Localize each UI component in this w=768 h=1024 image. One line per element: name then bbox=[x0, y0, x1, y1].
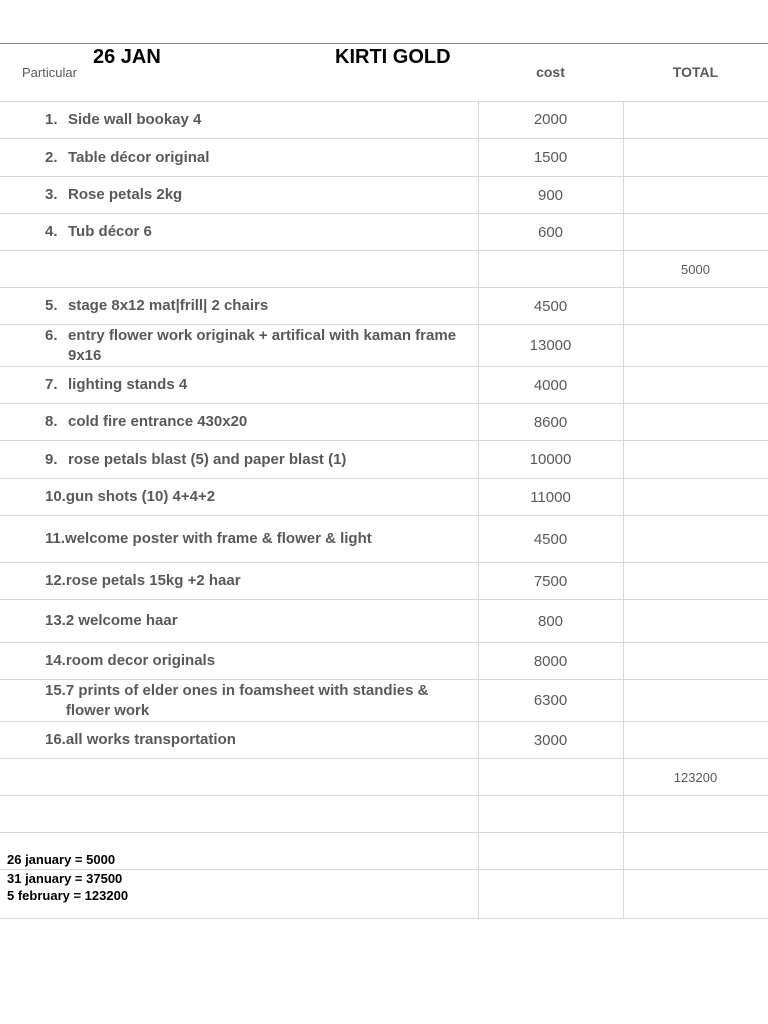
subtotal-value: 5000 bbox=[681, 261, 710, 277]
table-row[interactable] bbox=[0, 643, 768, 680]
item-description: 13. 2 welcome haar bbox=[45, 612, 178, 629]
table-row[interactable] bbox=[0, 680, 768, 722]
table-row[interactable] bbox=[0, 214, 768, 251]
item-description: 10. gun shots (10) 4+4+2 bbox=[45, 488, 216, 505]
payment-note: 5 february = 123200 bbox=[7, 888, 129, 903]
subtotal-row[interactable] bbox=[0, 759, 768, 796]
table-row[interactable] bbox=[0, 516, 768, 563]
item-cost: 3000 bbox=[533, 731, 568, 749]
column-header-particular: Particular bbox=[22, 65, 77, 80]
item-description: 1. Side wall bookay 4 bbox=[45, 110, 202, 128]
item-description: 15. 7 prints of elder ones in foamsheet with standies & flower work bbox=[45, 682, 429, 719]
item-description: 16. all works transportation bbox=[45, 731, 236, 748]
item-cost: 8600 bbox=[533, 413, 568, 431]
payment-note: 26 january = 5000 bbox=[7, 852, 116, 867]
item-description: 8. cold fire entrance 430x20 bbox=[45, 413, 248, 430]
table-row[interactable] bbox=[0, 563, 768, 600]
item-description: 12. rose petals 15kg +2 haar bbox=[45, 572, 241, 589]
table-row[interactable] bbox=[0, 177, 768, 214]
table-row[interactable] bbox=[0, 288, 768, 325]
item-description: 6. entry flower work originak + artifical with kaman frame 9x16 bbox=[45, 327, 457, 364]
item-cost: 7500 bbox=[533, 572, 568, 590]
item-cost: 2000 bbox=[533, 111, 568, 128]
item-cost: 800 bbox=[537, 612, 564, 630]
grand-total-value: 123200 bbox=[673, 769, 718, 785]
item-description: 11. welcome poster with frame & flower & light bbox=[45, 530, 372, 547]
client-name: KIRTI GOLD bbox=[335, 46, 451, 68]
item-description: 7. lighting stands 4 bbox=[45, 376, 188, 393]
item-cost: 6300 bbox=[533, 692, 568, 709]
table-row[interactable] bbox=[0, 722, 768, 759]
column-header-cost: cost bbox=[536, 64, 565, 80]
item-cost: 13000 bbox=[529, 337, 572, 354]
item-description: 9. rose petals blast (5) and paper blast (1) bbox=[45, 450, 347, 468]
table-row[interactable] bbox=[0, 101, 768, 139]
table-row[interactable] bbox=[0, 367, 768, 404]
item-description: 3. Rose petals 2kg bbox=[45, 186, 183, 203]
subtotal-row[interactable] bbox=[0, 251, 768, 288]
item-cost: 11000 bbox=[530, 488, 571, 506]
column-header-total: TOTAL bbox=[672, 64, 719, 80]
item-cost: 900 bbox=[537, 186, 564, 204]
item-cost: 600 bbox=[537, 223, 564, 241]
item-cost: 4500 bbox=[533, 530, 568, 548]
table-row[interactable] bbox=[0, 600, 768, 643]
item-description: 5. stage 8x12 mat|frill| 2 chairs bbox=[45, 297, 269, 314]
table-row[interactable] bbox=[0, 404, 768, 441]
sheet-date: 26 JAN bbox=[93, 46, 161, 68]
item-description: 2. Table décor original bbox=[45, 148, 210, 166]
table-row[interactable] bbox=[0, 325, 768, 367]
header-rule bbox=[0, 43, 768, 44]
payment-note: 31 january = 37500 bbox=[7, 871, 123, 886]
item-description: 14. room decor originals bbox=[45, 652, 216, 669]
table-row[interactable] bbox=[0, 139, 768, 177]
item-cost: 4500 bbox=[533, 297, 568, 315]
item-cost: 8000 bbox=[533, 652, 568, 670]
item-description: 4. Tub décor 6 bbox=[45, 223, 152, 240]
item-cost: 10000 bbox=[529, 451, 572, 468]
item-cost: 4000 bbox=[533, 376, 568, 394]
table-row[interactable] bbox=[0, 479, 768, 516]
item-cost: 1500 bbox=[533, 149, 568, 166]
table-row[interactable] bbox=[0, 441, 768, 479]
empty-row[interactable] bbox=[0, 833, 768, 870]
empty-row[interactable] bbox=[0, 796, 768, 833]
